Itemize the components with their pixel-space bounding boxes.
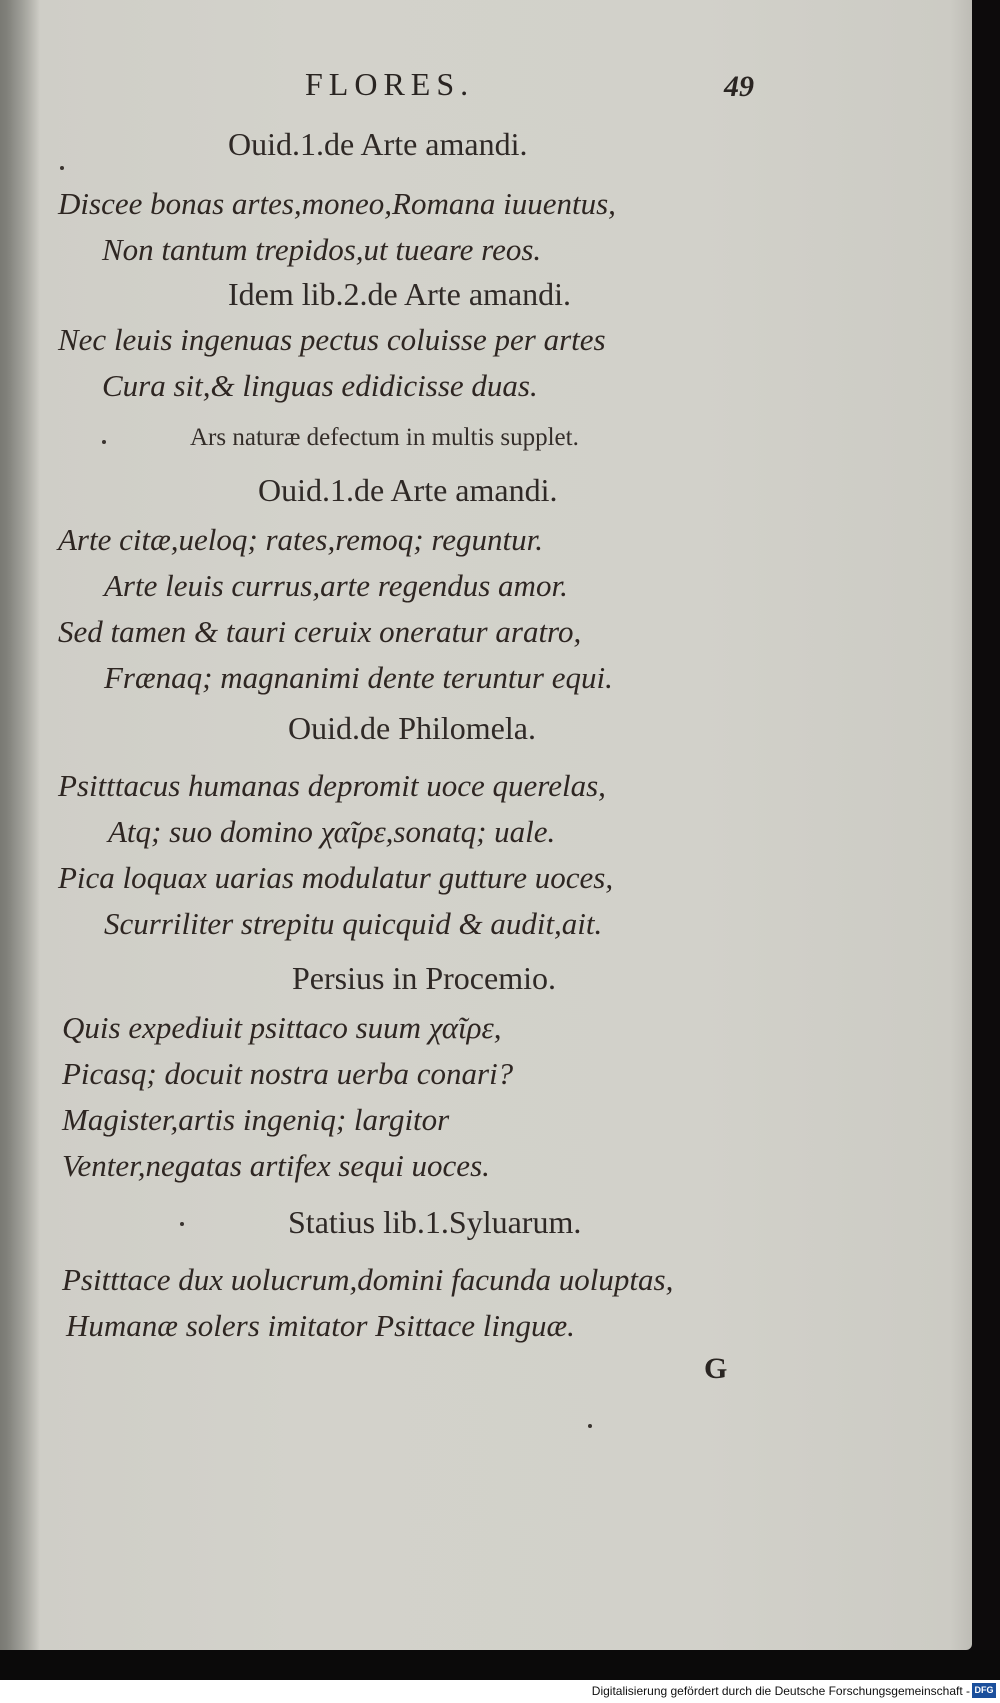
- section-heading: Ouid.1.de Arte amandi.: [258, 472, 558, 508]
- page-number: 49: [724, 70, 754, 103]
- verse-line: Nec leuis ingenuas pectus coluisse per artes: [58, 322, 606, 357]
- verse-line: Psitttace dux uolucrum,domini facunda uoluptas,: [62, 1262, 674, 1297]
- running-head: FLORES.: [305, 66, 475, 102]
- ink-speck: [102, 440, 106, 444]
- verse-line: Arte leuis currus,arte regendus amor.: [104, 568, 568, 603]
- verse-line: Atq; suo domino χαῖρε,sonatq; uale.: [108, 814, 556, 849]
- verse-line: Discee bonas artes,moneo,Romana iuuentus,: [58, 186, 616, 221]
- verse-line: Magister,artis ingeniq; largitor: [62, 1102, 450, 1137]
- verse-line: Quis expediuit psittaco suum χαῖρε,: [62, 1010, 502, 1045]
- ink-speck: [180, 1222, 184, 1226]
- funding-credit: Digitalisierung gefördert durch die Deutsche Forschungsgemeinschaft -: [591, 1684, 970, 1698]
- scan-bottom-edge: [0, 1650, 1000, 1680]
- verse-line: Cura sit,& linguas edidicisse duas.: [102, 368, 538, 403]
- page-gutter-shadow: [0, 0, 40, 1650]
- section-heading: Statius lib.1.Syluarum.: [288, 1204, 582, 1240]
- verse-line: Psitttacus humanas depromit uoce querelas,: [58, 768, 606, 803]
- section-heading: Persius in Procemio.: [292, 960, 556, 996]
- ink-speck: [588, 1424, 592, 1428]
- section-heading: Ouid.de Philomela.: [288, 710, 536, 746]
- verse-line: Venter,negatas artifex sequi uoces.: [62, 1148, 490, 1183]
- ink-speck: [60, 166, 64, 170]
- verse-line: Humanæ solers imitator Psittace linguæ.: [66, 1308, 575, 1343]
- verse-line: Sed tamen & tauri ceruix oneratur aratro,: [58, 614, 582, 649]
- verse-line: Pica loquax uarias modulatur gutture uoces,: [58, 860, 614, 895]
- section-heading: Ouid.1.de Arte amandi.: [228, 126, 528, 162]
- section-heading: Idem lib.2.de Arte amandi.: [228, 276, 572, 312]
- verse-line: Arte citæ,ueloq; rates,remoq; reguntur.: [58, 522, 544, 557]
- marginal-note: Ars naturæ defectum in multis supplet.: [190, 424, 579, 451]
- verse-line: Non tantum trepidos,ut tueare reos.: [102, 232, 542, 267]
- verse-line: Scurriliter strepitu quicquid & audit,ait.: [104, 906, 603, 941]
- verse-line: Picasq; docuit nostra uerba conari?: [62, 1056, 514, 1091]
- dfg-logo: DFG: [972, 1683, 996, 1698]
- catchword: G: [704, 1352, 728, 1385]
- verse-line: Frænaq; magnanimi dente teruntur equi.: [104, 660, 613, 695]
